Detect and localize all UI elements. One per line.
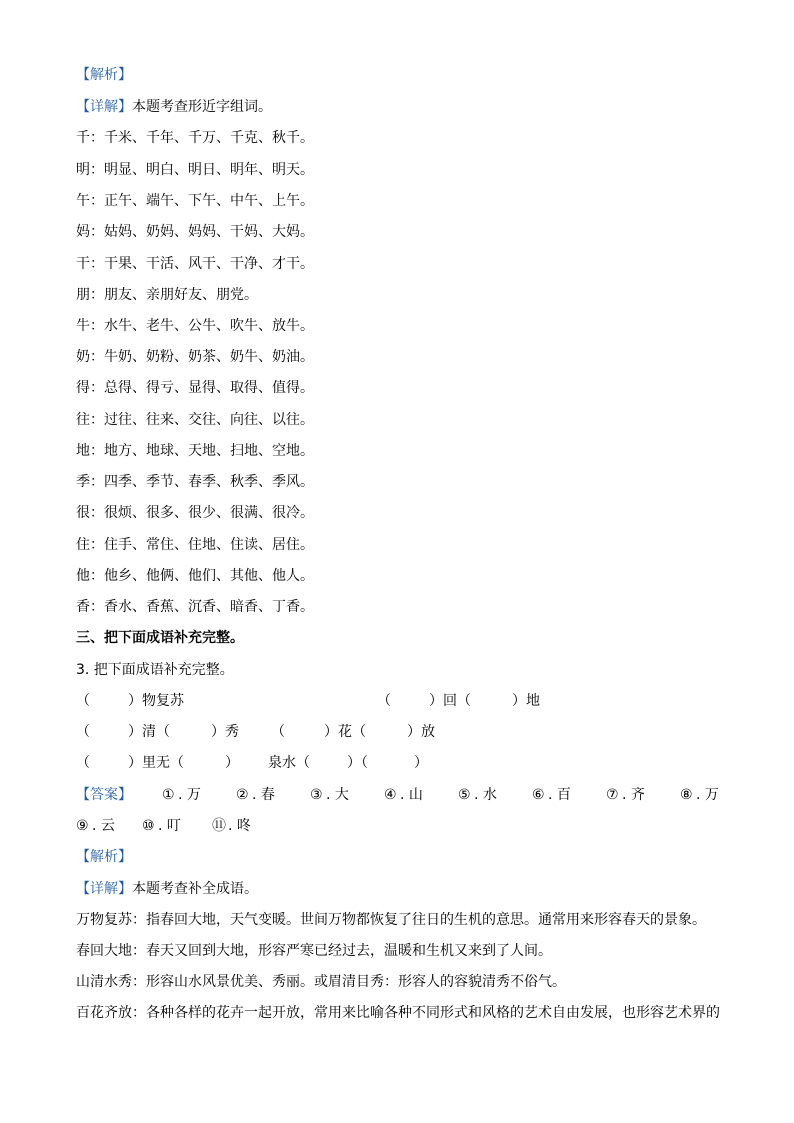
analysis-tag-2: 【解析】: [76, 849, 132, 865]
detail-line-2: [76, 880, 258, 898]
word-line: 干：干果、干活、风干、干净、才干。: [76, 256, 314, 272]
word-line: 地：地方、地球、天地、扫地、空地。: [76, 443, 314, 459]
idiom-part: ）物复苏: [128, 693, 184, 709]
idiom-part: ）放: [407, 724, 435, 740]
blank-open: （: [377, 693, 391, 709]
question-text: 3. 把下面成语补充完整。: [76, 662, 234, 678]
answer-text: . 山: [400, 787, 423, 803]
answer-tag: 【答案】: [76, 787, 132, 803]
explanation-line: 百花齐放：各种各样的花卉一起开放，常用来比喻各种不同形式和风格的艺术自由发展，也形容艺术界的: [76, 1005, 720, 1021]
word-line: 得：总得、得亏、显得、取得、值得。: [76, 380, 314, 396]
word-line: 奶：牛奶、奶粉、奶茶、奶牛、奶油。: [76, 349, 314, 365]
answer-number: ①: [162, 787, 175, 803]
idiom-part: ）里无（: [128, 755, 184, 771]
answer-text: . 叮: [158, 818, 181, 834]
answer-text: . 咚: [228, 818, 251, 834]
answer-number: ④: [384, 787, 397, 803]
answer-number: ②: [236, 787, 249, 803]
answer-text: . 齐: [622, 787, 645, 803]
answer-text: . 春: [252, 787, 275, 803]
analysis-tag-1: 【解析】: [76, 67, 132, 83]
word-line: 香：香水、香蕉、沉香、暗香、丁香。: [76, 599, 314, 615]
answer-number: ⑪: [212, 818, 226, 834]
word-line: 很：很烦、很多、很少、很满、很冷。: [76, 505, 314, 521]
answer-number: ⑥: [532, 787, 545, 803]
word-line: 明：明显、明白、明日、明年、明天。: [76, 162, 314, 178]
answer-item: [142, 817, 181, 835]
idiom-part: ）花（: [324, 724, 366, 740]
answer-text: . 大: [326, 787, 349, 803]
blank-open: （: [76, 693, 90, 709]
answer-item: [162, 786, 201, 804]
word-line: 午：正午、端午、下午、中午、上午。: [76, 193, 314, 209]
answer-text: . 百: [548, 787, 571, 803]
word-line: 牛：水牛、老牛、公牛、吹牛、放牛。: [76, 318, 314, 334]
answer-item: [606, 786, 645, 804]
idiom-part: ）秀: [211, 724, 239, 740]
detail-tag-1: 【详解】: [76, 99, 132, 115]
idiom-part: ）（: [347, 755, 368, 771]
detail-text-2: 本题考查补全成语。: [132, 881, 258, 897]
idiom-part: 泉水（: [268, 755, 310, 771]
answer-item: [212, 817, 251, 835]
blank-open: （: [76, 755, 90, 771]
answer-item: [310, 786, 349, 804]
explanation-line: 山清水秀：形容山水风景优美、秀丽。或眉清目秀：形容人的容貌清秀不俗气。: [76, 974, 566, 990]
answer-number: ③: [310, 787, 323, 803]
blank-open: （: [271, 724, 285, 740]
idiom-part: ）清（: [128, 724, 170, 740]
idiom-part: ）: [225, 755, 239, 771]
detail-text-1: 本题考查形近字组词。: [132, 99, 272, 115]
word-line: 他：他乡、他俩、他们、其他、他人。: [76, 568, 314, 584]
idiom-part: ）地: [512, 693, 540, 709]
section-heading: 三、把下面成语补充完整。: [76, 630, 244, 646]
word-line: 往：过往、往来、交往、向往、以往。: [76, 412, 314, 428]
answer-number: ⑦: [606, 787, 619, 803]
word-line: 朋：朋友、亲朋好友、朋党。: [76, 287, 258, 303]
answer-item: [236, 786, 275, 804]
blank-open: （: [76, 724, 90, 740]
word-line: 季：四季、季节、春季、秋季、季风。: [76, 474, 314, 490]
explanation-line: 春回大地：春天又回到大地，形容严寒已经过去，温暖和生机又来到了人间。: [76, 943, 552, 959]
detail-tag-2: 【详解】: [76, 881, 132, 897]
answer-number: ⑨: [76, 818, 89, 834]
word-line: 住：住手、常住、住地、住读、居住。: [76, 537, 314, 553]
answer-text: . 云: [92, 818, 115, 834]
answer-item: [458, 786, 497, 804]
answer-text: . 万: [178, 787, 201, 803]
explanation-line: 万物复苏：指春回大地，天气变暖。世间万物都恢复了往日的生机的意思。通常用来形容春天的景象。: [76, 912, 706, 928]
answer-item: [76, 817, 115, 835]
answer-number: ⑩: [142, 818, 155, 834]
answer-item: [680, 786, 719, 804]
answer-item: [532, 786, 571, 804]
word-line: 千：千米、千年、千万、千克、秋千。: [76, 130, 314, 146]
detail-line-1: [76, 98, 272, 116]
answer-number: ⑧: [680, 787, 693, 803]
idiom-part: ）回（: [429, 693, 471, 709]
answer-text: . 水: [474, 787, 497, 803]
answer-item: [384, 786, 423, 804]
idiom-part: ）: [414, 755, 428, 771]
answer-number: ⑤: [458, 787, 471, 803]
answer-text: . 万: [696, 787, 719, 803]
word-line: 妈：姑妈、奶妈、妈妈、干妈、大妈。: [76, 224, 314, 240]
